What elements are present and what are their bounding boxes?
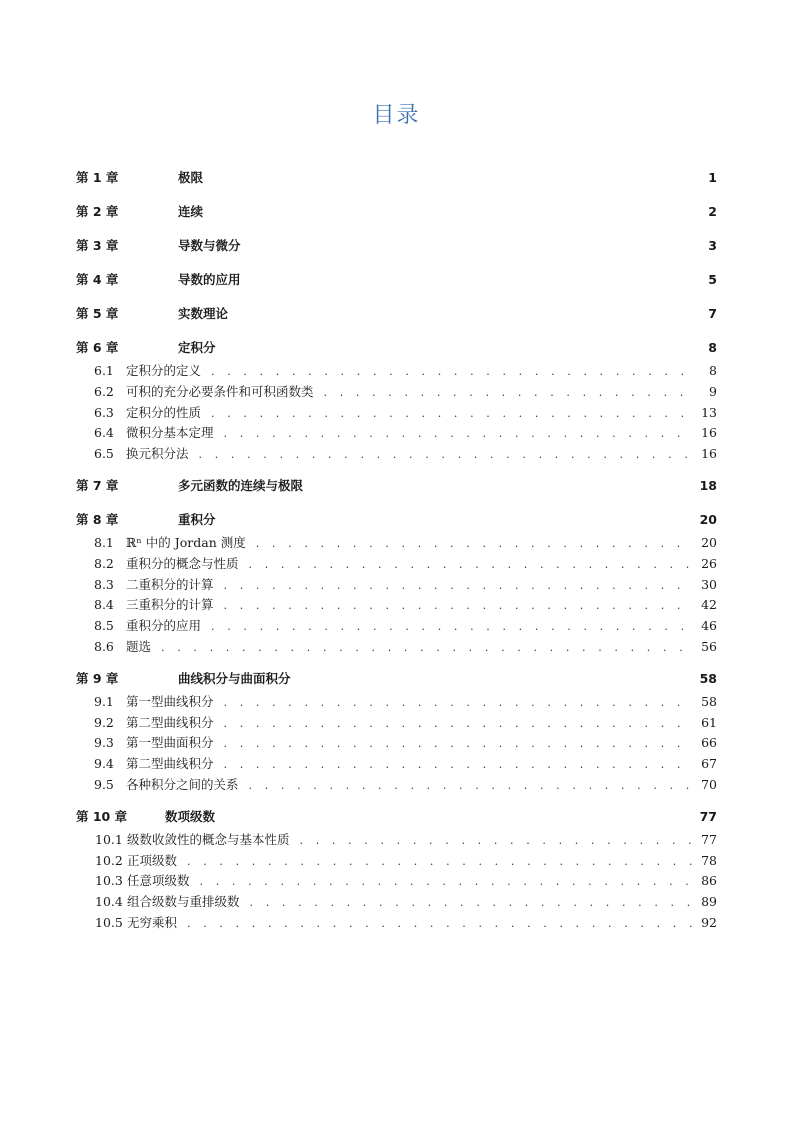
chapter-label: 第 4 章 (76, 272, 119, 287)
chapter-title: 导数的应用 (178, 272, 241, 287)
toc-chapter-entry[interactable] (76, 510, 717, 533)
chapter-title: 曲线积分与曲面积分 (178, 670, 291, 686)
dot-leader (181, 917, 693, 930)
dot-leader (218, 758, 693, 771)
chapter-title: 连续 (178, 204, 204, 219)
section-number: 6.4 (94, 425, 114, 441)
toc-section-entry[interactable] (76, 775, 717, 796)
chapter-label: 第 6 章 (76, 340, 119, 355)
chapter-label: 第 10 章 (76, 808, 128, 824)
section-page-number: 30 (701, 576, 717, 592)
section-number: 8.1 (94, 534, 114, 550)
chapter-label: 第 9 章 (76, 670, 119, 686)
section-number: 10.5 (95, 914, 123, 930)
section-number: 8.3 (94, 576, 114, 592)
section-number: 10.2 (95, 852, 123, 868)
section-title: 题选 (126, 638, 152, 654)
section-page-number: 9 (709, 383, 717, 399)
toc-section-entry[interactable] (76, 851, 717, 872)
chapter-title: 数项级数 (165, 808, 216, 824)
section-page-number: 16 (701, 446, 717, 462)
section-title: 三重积分的计算 (126, 597, 214, 613)
dot-leader (218, 427, 693, 440)
section-number: 6.3 (94, 404, 114, 420)
toc-section-entry[interactable] (76, 733, 717, 754)
section-title: 微积分基本定理 (126, 425, 214, 441)
chapter-title: 多元函数的连续与极限 (178, 477, 304, 493)
section-number: 9.5 (94, 776, 114, 792)
chapter-label: 第 2 章 (76, 204, 119, 219)
section-title: 任意项级数 (127, 873, 190, 889)
dot-leader (243, 779, 693, 792)
section-page-number: 20 (701, 534, 717, 550)
dot-leader (205, 407, 693, 420)
section-page-number: 8 (709, 363, 717, 378)
section-title: ℝⁿ 中的 Jordan 测度 (126, 534, 246, 550)
toc-section-entry[interactable] (76, 423, 717, 444)
toc-section-entry[interactable] (76, 616, 717, 637)
chapter-title: 定积分 (178, 340, 216, 355)
chapter-page-number: 58 (699, 670, 717, 686)
dot-leader (218, 599, 693, 612)
section-page-number: 89 (701, 894, 717, 910)
toc-chapter-entry[interactable] (76, 476, 717, 499)
toc-chapter-entry[interactable] (76, 669, 717, 692)
section-title: 定积分的定义 (126, 363, 202, 378)
section-number: 8.5 (94, 618, 114, 634)
toc-chapter-entry[interactable] (76, 270, 717, 293)
section-page-number: 92 (701, 914, 717, 930)
section-title: 二重积分的计算 (126, 576, 214, 592)
section-page-number: 13 (701, 404, 717, 420)
section-title: 组合级数与重排级数 (127, 894, 240, 910)
dot-leader (205, 365, 693, 378)
section-title: 重积分的应用 (126, 618, 202, 634)
section-title: 第二型曲线积分 (126, 756, 214, 772)
chapter-page-number: 1 (708, 170, 717, 185)
toc-section-entry[interactable] (76, 575, 717, 596)
section-page-number: 61 (701, 714, 717, 730)
toc-chapter-entry[interactable] (76, 168, 717, 191)
dot-leader (318, 386, 693, 399)
page-title: 目录 (372, 103, 421, 128)
chapter-label: 第 1 章 (76, 170, 119, 185)
chapter-label: 第 3 章 (76, 238, 119, 253)
section-title: 定积分的性质 (126, 404, 202, 420)
chapter-label: 第 5 章 (76, 306, 119, 321)
dot-leader (218, 579, 693, 592)
section-number: 6.2 (94, 383, 114, 399)
section-number: 9.2 (94, 714, 114, 730)
dot-leader (243, 558, 693, 571)
table-of-contents (76, 168, 717, 934)
chapter-title: 重积分 (178, 511, 216, 527)
toc-chapter-entry[interactable] (76, 202, 717, 225)
section-number: 9.1 (94, 693, 114, 709)
toc-section-entry[interactable] (76, 692, 717, 713)
toc-section-entry[interactable] (76, 830, 717, 851)
chapter-page-number: 20 (699, 511, 717, 527)
chapter-page-number: 77 (699, 808, 717, 824)
section-page-number: 42 (701, 597, 717, 613)
dot-leader (181, 855, 693, 868)
toc-chapter-entry[interactable] (76, 338, 717, 361)
chapter-page-number: 3 (708, 238, 717, 253)
dot-leader (155, 641, 693, 654)
section-page-number: 56 (701, 638, 717, 654)
toc-section-entry[interactable] (76, 403, 717, 424)
toc-chapter-entry[interactable] (76, 236, 717, 259)
toc-section-entry[interactable] (76, 913, 717, 934)
section-number: 8.6 (94, 638, 114, 654)
dot-leader (244, 896, 693, 909)
section-number: 6.1 (94, 363, 114, 378)
toc-chapter-entry[interactable] (76, 807, 717, 830)
chapter-page-number: 2 (708, 204, 717, 219)
toc-section-entry[interactable] (76, 554, 717, 575)
section-page-number: 78 (701, 852, 717, 868)
chapter-title: 极限 (178, 170, 204, 185)
dot-leader (194, 875, 693, 888)
chapter-label: 第 7 章 (76, 477, 119, 493)
toc-section-entry[interactable] (76, 637, 717, 658)
section-number: 8.2 (94, 555, 114, 571)
chapter-page-number: 8 (708, 340, 717, 355)
chapter-label: 第 8 章 (76, 511, 119, 527)
section-page-number: 46 (701, 618, 717, 634)
section-page-number: 70 (701, 776, 717, 792)
section-page-number: 16 (701, 425, 717, 441)
chapter-page-number: 5 (708, 272, 717, 287)
toc-section-entry[interactable] (76, 595, 717, 616)
section-title: 各种积分之间的关系 (126, 776, 239, 792)
section-title: 第一型曲线积分 (126, 693, 214, 709)
section-page-number: 58 (701, 693, 717, 709)
toc-section-entry[interactable] (76, 444, 717, 465)
section-page-number: 67 (701, 756, 717, 772)
toc-section-entry[interactable] (76, 382, 717, 403)
dot-leader (250, 537, 693, 550)
dot-leader (218, 737, 693, 750)
section-title: 可积的充分必要条件和可积函数类 (126, 383, 314, 399)
section-page-number: 26 (701, 555, 717, 571)
toc-section-entry[interactable] (76, 754, 717, 775)
section-title: 第二型曲线积分 (126, 714, 214, 730)
dot-leader (193, 448, 693, 461)
section-number: 8.4 (94, 597, 114, 613)
section-title: 正项级数 (127, 852, 178, 868)
dot-leader (294, 834, 693, 847)
toc-section-entry[interactable] (76, 361, 717, 382)
section-number: 10.1 (95, 831, 123, 847)
section-number: 10.4 (95, 894, 123, 910)
section-page-number: 86 (701, 873, 717, 889)
toc-section-entry[interactable] (76, 713, 717, 734)
toc-chapter-entry[interactable] (76, 304, 717, 327)
dot-leader (205, 620, 693, 633)
toc-section-entry[interactable] (76, 533, 717, 554)
chapter-title: 实数理论 (178, 306, 229, 321)
dot-leader (218, 696, 693, 709)
dot-leader (218, 717, 693, 730)
section-title: 重积分的概念与性质 (126, 555, 239, 571)
section-title: 换元积分法 (126, 446, 189, 462)
section-title: 无穷乘积 (127, 914, 178, 930)
chapter-title: 导数与微分 (178, 238, 241, 253)
toc-section-entry[interactable] (76, 871, 717, 892)
section-page-number: 66 (701, 735, 717, 751)
section-number: 10.3 (95, 873, 123, 889)
section-title: 级数收敛性的概念与基本性质 (127, 831, 290, 847)
section-title: 第一型曲面积分 (126, 735, 214, 751)
section-number: 9.4 (94, 756, 114, 772)
toc-section-entry[interactable] (76, 892, 717, 913)
section-number: 9.3 (94, 735, 114, 751)
section-page-number: 77 (701, 831, 717, 847)
section-number: 6.5 (94, 446, 114, 462)
chapter-page-number: 18 (699, 477, 717, 493)
chapter-page-number: 7 (708, 306, 717, 321)
